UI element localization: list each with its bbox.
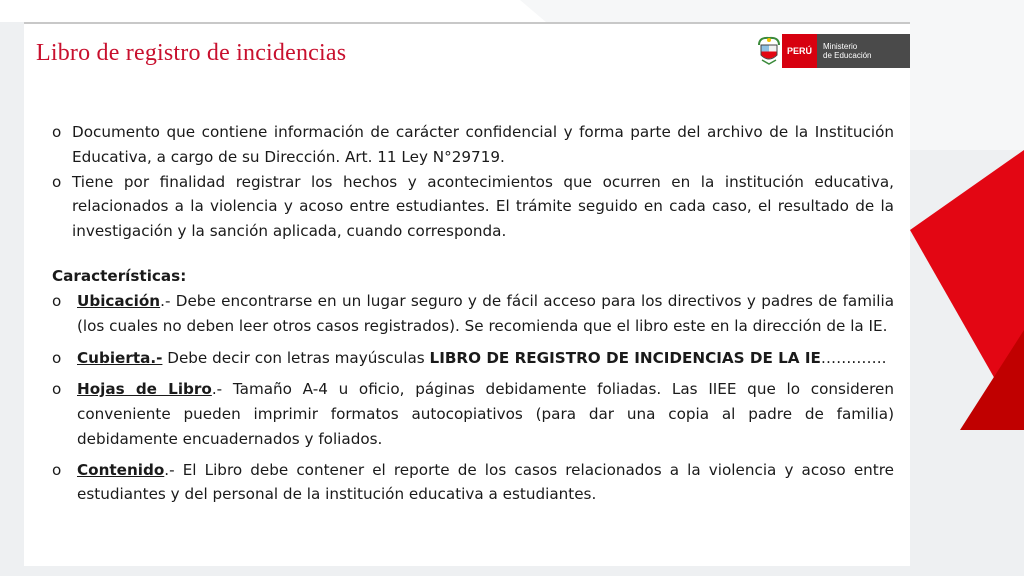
- intro-item-text: Tiene por finalidad registrar los hechos y acontecimientos que ocurren en la institución educativa, relacionados a la violencia y acoso entre estudiantes. El trámite seguido en cada caso, el resultado de la investigación y la sanción aplicada, cuando corresponda.: [72, 172, 894, 241]
- characteristic-emphasis: LIBRO DE REGISTRO DE INCIDENCIAS DE LA IE: [429, 349, 821, 368]
- characteristic-tail: ………….: [820, 349, 887, 368]
- characteristic-item: [52, 458, 894, 508]
- slide-body: [52, 120, 894, 507]
- characteristic-text: Debe encontrarse en un lugar seguro y de fácil acceso para los directivos y padres de familia (los cuales no deben leer otros casos registrados). Se recomienda que el libro este en la dirección de la IE.: [77, 291, 895, 335]
- slide-title: Libro de registro de incidencias: [36, 40, 347, 66]
- characteristic-separator: .-: [164, 460, 183, 479]
- characteristics-heading: Características:: [52, 266, 187, 285]
- logo-ministry-line2: de Educación: [823, 51, 872, 60]
- logo-ministry-label: [817, 34, 909, 68]
- characteristic-item: [52, 346, 894, 371]
- characteristic-term: Hojas de Libro: [77, 380, 212, 399]
- characteristic-text: Tamaño A-4 u oficio, páginas debidamente foliadas. Las IIEE que lo consideren conveniente pueden imprimir formatos autocopiativos (para dar una copia al padre de familia) debidamente encuadernados y foliados.: [77, 380, 894, 448]
- characteristic-separator: .-: [211, 380, 233, 399]
- logo-peru-label: PERÚ: [782, 34, 817, 68]
- intro-item: [52, 170, 894, 244]
- characteristic-item: [52, 377, 894, 451]
- bullet-marker: o: [52, 460, 62, 479]
- characteristic-text: El Libro debe contener el reporte de los casos relacionados a la violencia y acoso entre estudiantes y del personal de la institución educativa a estudiantes.: [77, 460, 894, 504]
- intro-item: [52, 120, 894, 170]
- characteristic-term: Contenido: [77, 460, 165, 479]
- bullet-marker: o: [52, 291, 62, 310]
- logo-ministry-line1: Ministerio: [823, 42, 858, 51]
- characteristic-separator: .-: [160, 291, 176, 310]
- bullet-marker: o: [52, 349, 62, 368]
- bullet-marker: o: [52, 380, 62, 399]
- intro-item-text: Documento que contiene información de carácter confidencial y forma parte del archivo de la Institución Educativa, a cargo de su Dirección. Art. 11 Ley N°29719.: [72, 123, 894, 166]
- bullet-marker: o: [52, 172, 62, 191]
- characteristic-term: Ubicación: [77, 291, 161, 310]
- characteristic-item: [52, 289, 894, 339]
- characteristic-term: Cubierta.-: [77, 349, 163, 368]
- ministry-logo: [756, 34, 910, 68]
- peru-coat-of-arms-icon: [756, 34, 782, 68]
- characteristic-text: Debe decir con letras mayúsculas: [167, 349, 430, 368]
- bullet-marker: o: [52, 123, 62, 141]
